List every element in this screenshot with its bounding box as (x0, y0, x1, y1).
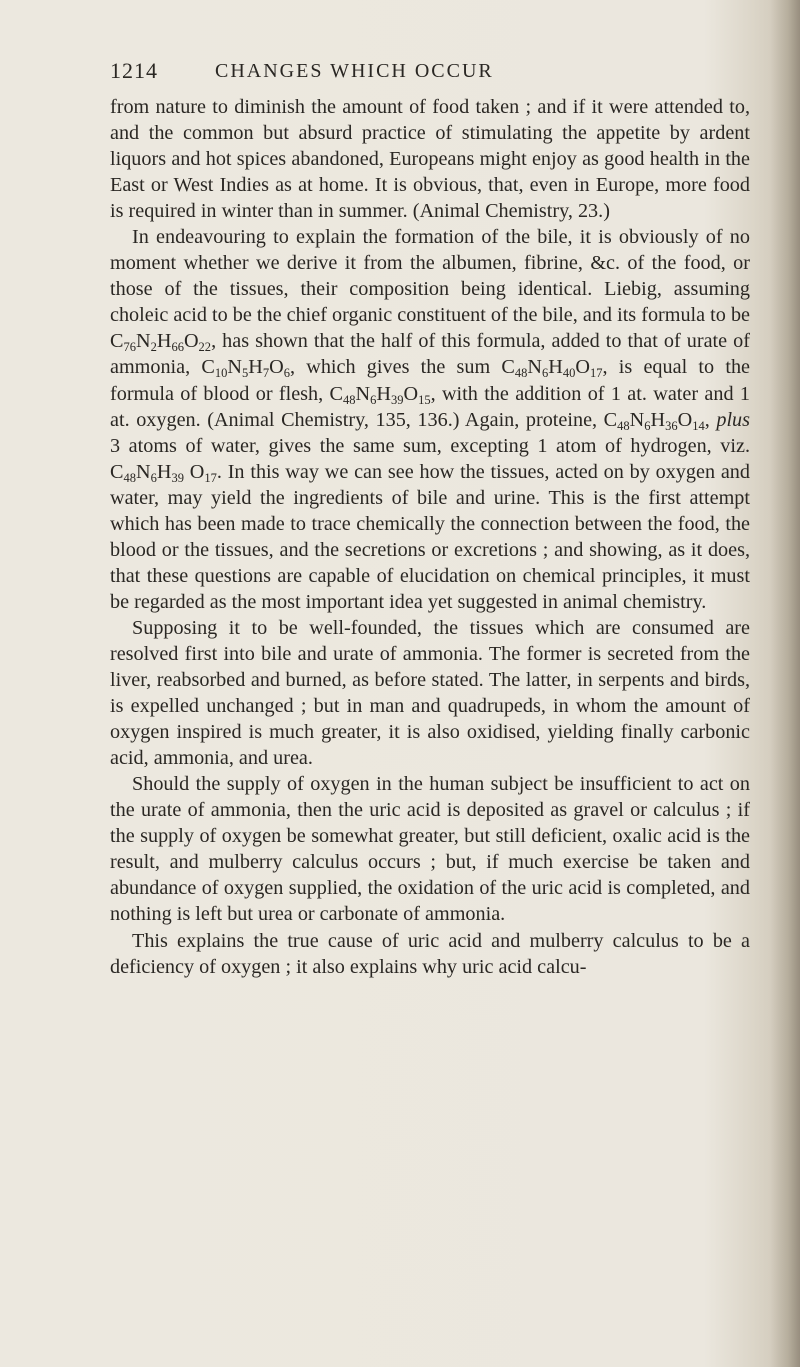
running-head: CHANGES WHICH OCCUR (215, 60, 494, 82)
paragraph-1: from nature to diminish the amount of food taken ; and if it were attended to, and the common but absurd practice of stimulating the appetite by ardent liquors and hot spices abandoned, Europeans might enjoy as good health in the East or West Indies as at home. It is obvious, that, even in Europe, more food is required in winter than in summer. (Animal Chemistry, 23.) (110, 96, 750, 223)
page-edge-shadow (770, 0, 800, 1367)
paragraph-5: This explains the true cause of uric acid and mulberry calculus to be a deficiency of oxygen ; it also explains why uric acid calcu- (110, 929, 750, 978)
paragraph-2: In endeavouring to explain the formation of the bile, it is obviously of no moment whether we derive it from the albumen, fibrine, &c. of the food, or those of the tissues, their composition being identical. Liebig, assuming choleic acid to be the chief organic constituent of the bile, and its formula to be $C_{76}N_2H_{66}O_{22}$, has shown that the half of this formula, added to that of urate of ammonia, $C_{10}N_5H_7O_6$, which gives the sum $C_{48}N_6H_{40}O_{17}$, is equal to the formula of blood or flesh, $C_{48}N_6H_{39}O_{15}$, with the addition of 1 at. water and 1 at. oxygen. (Animal Chemistry, 135, 136.) Again, proteine, $C_{48}N_6H_{36}O_{14}$, plus 3 atoms of water, gives the same sum, excepting 1 atom of hydrogen, viz. $C_{48}N_6H_{39}$ $O_{17}$. In this way we can see how the tissues, acted on by oxygen and water, may yield the ingredients of bile and urine. This is the first attempt which has been made to trace chemically the connection between the food, the blood or the tissues, and the secretions or excretions ; and showing, as it does, that these questions are capable of elucidation on chemical principles, it must be regarded as the most important idea yet suggested in animal chemistry. (110, 226, 751, 613)
page-header (110, 58, 730, 88)
paragraph-3: Supposing it to be well-founded, the tissues which are consumed are resolved first into bile and urate of ammonia. The former is secreted from the liver, reabsorbed and burned, as before stated. The latter, in serpents and birds, is expelled unchanged ; but in man and quadrupeds, in whom the amount of oxygen inspired is much greater, it is also oxidised, yielding finally carbonic acid, ammonia, and urea. (110, 616, 750, 770)
body-text (110, 94, 750, 980)
paragraph-4: Should the supply of oxygen in the human subject be insufficient to act on the urate of ammonia, then the uric acid is deposited as gravel or calculus ; if the supply of oxygen be somewhat greater, but still deficient, oxalic acid is the result, and mulberry calculus occurs ; but, if much exercise be taken and abundance of oxygen supplied, the oxidation of the uric acid is completed, and nothing is left but urea or carbonate of ammonia. (110, 773, 750, 926)
page-number: 1214 (110, 58, 158, 83)
